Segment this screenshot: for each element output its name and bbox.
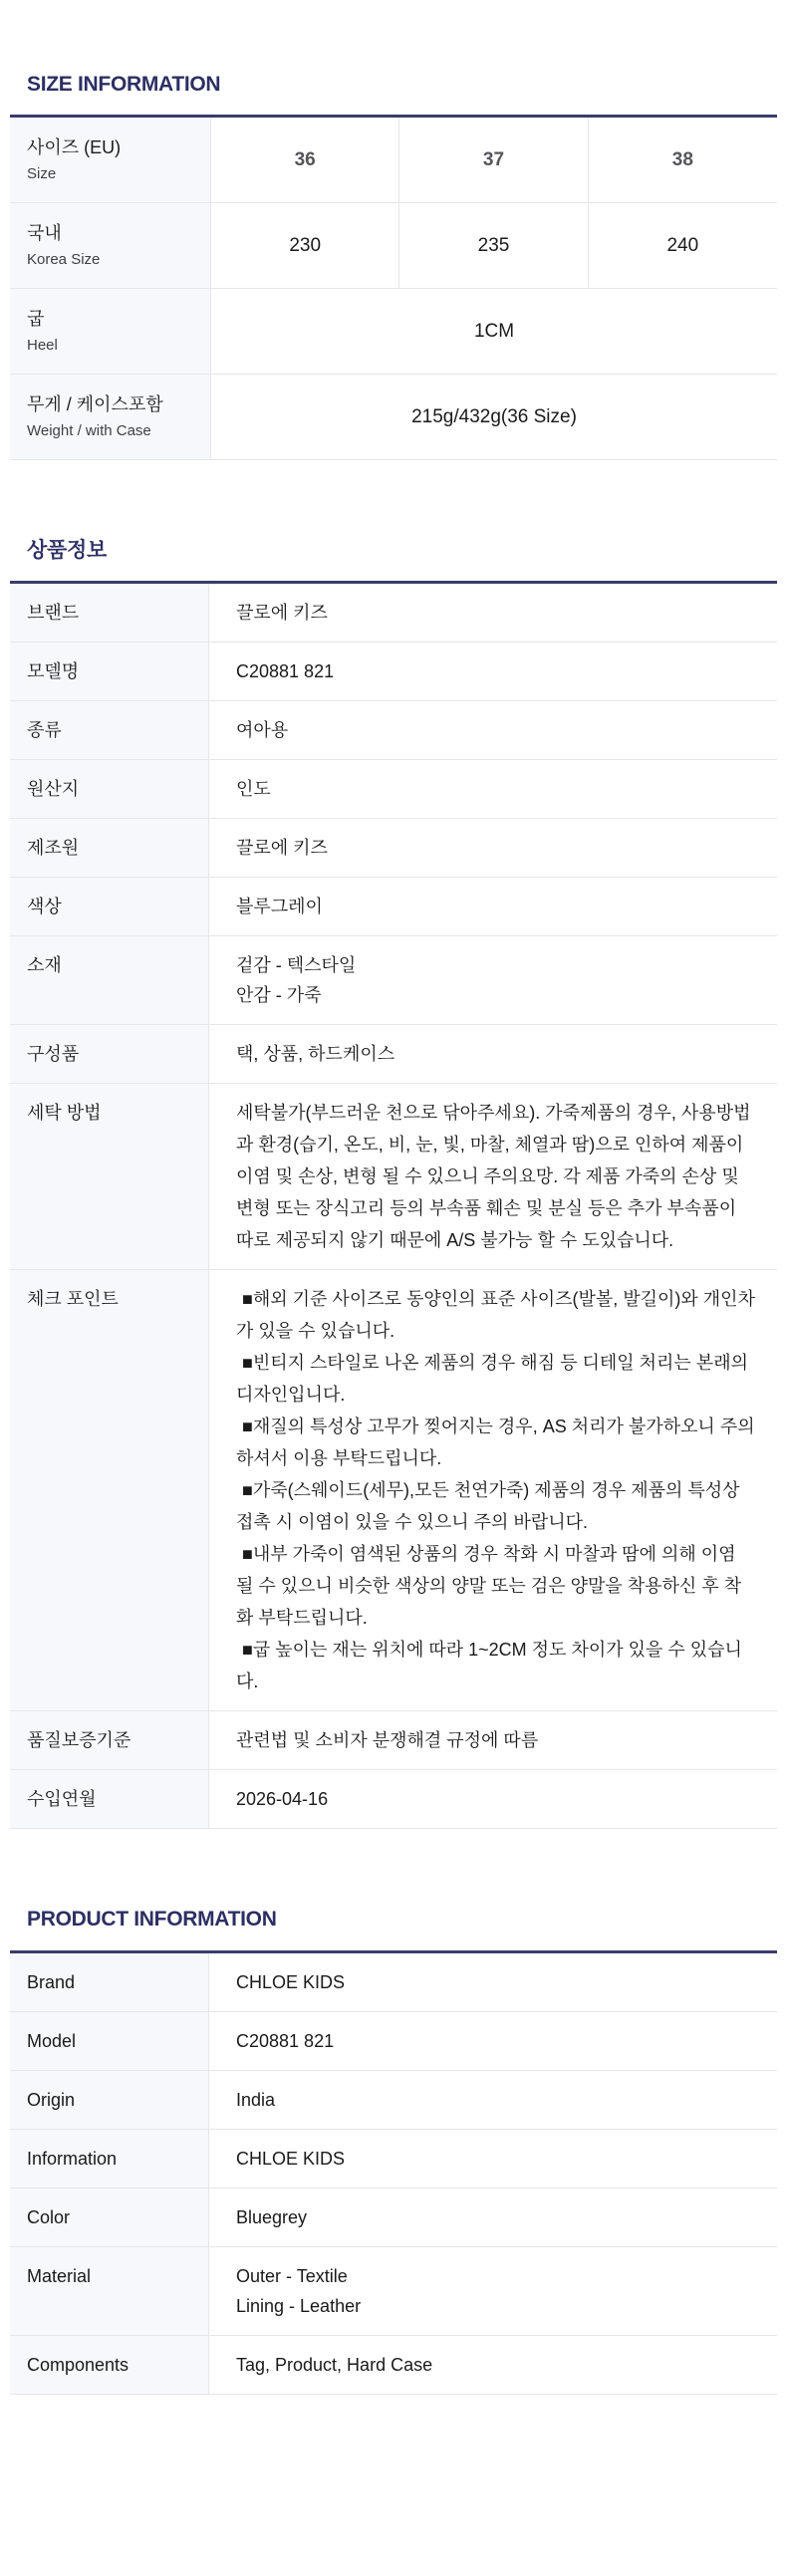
check-point-item: ■해외 기준 사이즈로 동양인의 표준 사이즈(발볼, 발길이)와 개인차가 있을 수 있습니다. (236, 1289, 755, 1342)
product-info-korean-title: 상품정보 (27, 539, 107, 563)
size-info-table (10, 115, 777, 460)
row-label: 품질보증기준 (10, 1711, 209, 1769)
origin-value-en: India (236, 2089, 276, 2110)
table-row (10, 289, 777, 375)
row-label: 브랜드 (10, 584, 209, 642)
row-label-korean: 사이즈 (EU) (27, 137, 122, 158)
row-label: 색상 (10, 878, 209, 935)
material-lining-en: Lining - Leather (236, 2295, 362, 2316)
row-label: Model (10, 2012, 209, 2070)
bottom-whitespace (0, 2395, 785, 2462)
row-label (10, 203, 211, 288)
check-point-item: ■재질의 특성상 고무가 찢어지는 경우, AS 처리가 불가하오니 주의하셔서 이용 부탁드립니다. (236, 1417, 755, 1469)
row-label: 원산지 (10, 760, 209, 818)
row-label: 구성품 (10, 1025, 209, 1083)
material-outer: 겉감 - 텍스타일 (236, 955, 357, 976)
size-value: 36 (211, 118, 399, 202)
size-value: 37 (399, 118, 588, 202)
table-row (10, 2189, 777, 2247)
components-value-en: Tag, Product, Hard Case (236, 2354, 433, 2375)
table-row (10, 203, 777, 289)
manufacturer-value: 끌로에 키즈 (236, 838, 328, 859)
row-label-english: Weight / with Case (27, 422, 151, 440)
row-label-english: Size (27, 165, 57, 183)
color-value: 블루그레이 (236, 897, 323, 917)
table-row (10, 2130, 777, 2189)
material-value-en (209, 2247, 777, 2335)
brand-value: 끌로에 키즈 (236, 603, 328, 624)
row-label: Origin (10, 2071, 209, 2129)
table-row (10, 2071, 777, 2130)
table-row (10, 1953, 777, 2012)
table-row (10, 375, 777, 460)
table-row (10, 1770, 777, 1829)
table-row (10, 878, 777, 936)
table-row (10, 1270, 777, 1711)
row-label (10, 118, 211, 202)
row-label: 제조원 (10, 819, 209, 877)
row-label: 세탁 방법 (10, 1084, 209, 1269)
row-label: 소재 (10, 936, 209, 1024)
heel-value: 1CM (473, 320, 515, 342)
row-label: 모델명 (10, 643, 209, 700)
row-label: 체크 포인트 (10, 1270, 209, 1710)
size-section-title: SIZE INFORMATION (27, 73, 221, 96)
korea-size-value: 230 (211, 203, 399, 288)
table-row (10, 584, 777, 643)
check-point-item: ■내부 가죽이 염색된 상품의 경우 착화 시 마찰과 땀에 의해 이염 될 수 있으니 비슷한 색상의 양말 또는 검은 양말을 착용하신 후 착화 부탁드립니다. (236, 1544, 742, 1629)
row-label-korean: 굽 (27, 309, 45, 330)
row-label: 종류 (10, 701, 209, 759)
row-label-english: Korea Size (27, 251, 101, 269)
row-label: 수입연월 (10, 1770, 209, 1828)
row-label-korean: 무게 / 케이스포함 (27, 394, 163, 415)
row-label-korean: 국내 (27, 223, 62, 244)
table-row (10, 2012, 777, 2071)
check-point-item: ■빈티지 스타일로 나온 제품의 경우 해짐 등 디테일 처리는 본래의 디자인입니다. (236, 1353, 748, 1406)
check-point-value (209, 1270, 777, 1710)
row-label (10, 289, 211, 374)
check-point-item: ■굽 높이는 재는 위치에 따라 1~2CM 정도 차이가 있을 수 있습니다. (236, 1640, 742, 1692)
size-value: 38 (671, 148, 693, 170)
origin-value: 인도 (236, 779, 271, 800)
row-label-english: Heel (27, 337, 58, 355)
material-outer-en: Outer - Textile (236, 2265, 348, 2286)
model-value-en: C20881 821 (236, 2030, 335, 2051)
table-row (10, 2247, 777, 2336)
model-value: C20881 821 (236, 661, 335, 682)
material-lining: 안감 - 가죽 (236, 985, 322, 1006)
brand-value-en: CHLOE KIDS (236, 1971, 346, 1992)
korea-size-value: 240 (666, 234, 699, 256)
table-row (10, 819, 777, 878)
row-label: Color (10, 2189, 209, 2246)
korea-size-value: 235 (399, 203, 588, 288)
row-label (10, 375, 211, 459)
product-info-english-table (10, 1950, 777, 2395)
table-row (10, 2336, 777, 2395)
table-row (10, 118, 777, 203)
components-value: 택, 상품, 하드케이스 (236, 1044, 395, 1065)
table-row (10, 1025, 777, 1084)
washing-method-value: 세탁불가(부드러운 천으로 닦아주세요). 가죽제품의 경우, 사용방법과 환경(습기, 온도, 비, 눈, 빛, 마찰, 체열과 땀)으로 인하여 제품이 이염 및 손상, 변형 될 수 있으니 주의요망. 각 제품 가죽의 손상 및 변형 또는 장식고리 등의 부속품 훼손 및 분실 등은 추가 부속품이 따로 제공되지 않기 때문에 A/S 불가능 할 수 도있습니다. (236, 1103, 751, 1251)
warranty-value: 관련법 및 소비자 분쟁해결 규정에 따름 (236, 1730, 539, 1751)
color-value-en: Bluegrey (236, 2206, 308, 2227)
table-row (10, 643, 777, 701)
check-point-item: ■가죽(스웨이드(세무),모든 천연가죽) 제품의 경우 제품의 특성상 접촉 시 이염이 있을 수 있으니 주의 바랍니다. (236, 1480, 740, 1533)
material-value (209, 936, 777, 1024)
table-row (10, 1084, 777, 1270)
product-info-korean-table (10, 581, 777, 1829)
import-date-value: 2026-04-16 (236, 1789, 329, 1810)
table-row (10, 760, 777, 819)
row-label: Brand (10, 1953, 209, 2011)
information-value-en: CHLOE KIDS (236, 2148, 346, 2169)
table-row (10, 1711, 777, 1770)
type-value: 여아용 (236, 720, 289, 741)
product-info-english-title: PRODUCT INFORMATION (27, 1908, 277, 1932)
weight-value: 215g/432g(36 Size) (411, 405, 577, 427)
row-label: Information (10, 2130, 209, 2188)
row-label: Components (10, 2336, 209, 2394)
table-row (10, 701, 777, 760)
row-label: Material (10, 2247, 209, 2335)
table-row (10, 936, 777, 1025)
